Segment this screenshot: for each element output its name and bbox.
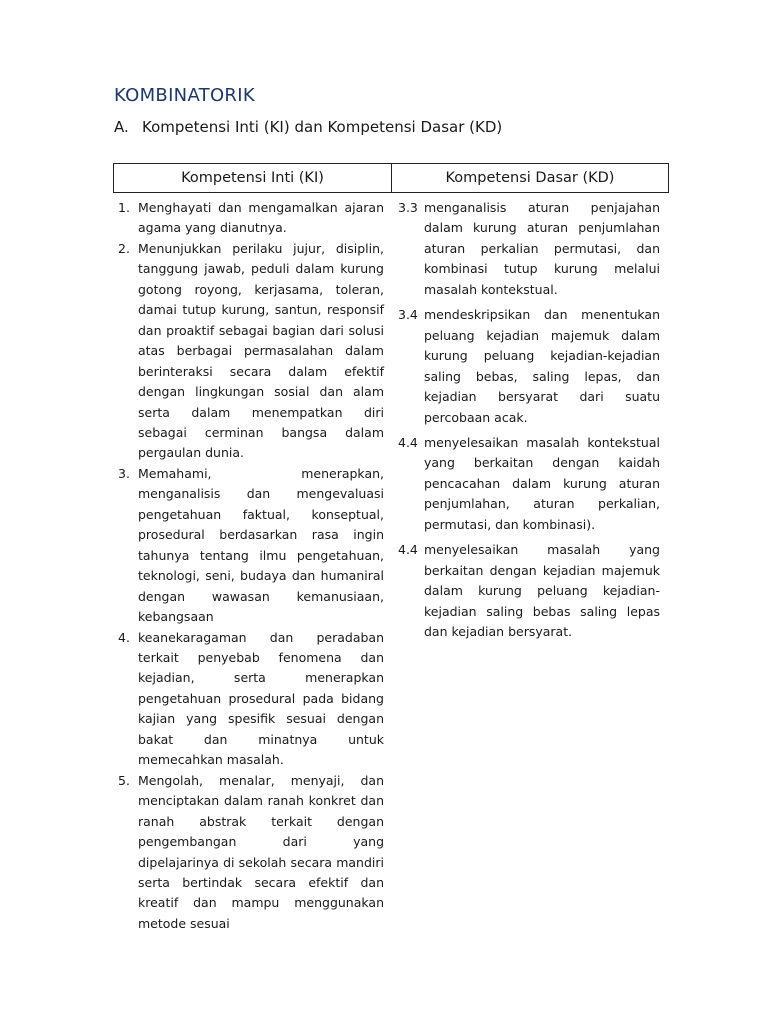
ki-item — [118, 628, 384, 771]
kd-item-text: menyelesaikan masalah yang berkaitan dengan kejadian majemuk dalam kurung peluang kejadian-kejadian saling bebas saling lepas dan kejadian bersyarat. — [424, 542, 660, 640]
kd-item-number: 4.4 — [398, 434, 418, 450]
ki-item-text: Menghayati dan mengamalkan ajaran agama yang dianutnya. — [138, 200, 384, 236]
kd-item-text: mendeskripsikan dan menentukan peluang kejadian majemuk dalam kurung peluang kejadian-kejadian saling bebas, saling lepas, dan kejadian bersyarat dari suatu percobaan acak. — [424, 307, 660, 425]
ki-item — [118, 239, 384, 464]
kd-item-number: 3.3 — [398, 200, 418, 215]
kd-item-number: 4.4 — [398, 542, 418, 558]
kd-item — [398, 305, 660, 428]
kd-item-text: menyelesaikan masalah kontekstual yang berkaitan dengan kaidah pencacahan dalam kurung aturan penjumlahan, aturan perkalian, permutasi, dan kombinasi). — [424, 434, 660, 532]
ki-item-text: Memahami, menerapkan, menganalisis dan mengevaluasi pengetahuan faktual, konseptual, prosedural berdasarkan rasa ingin tahunya tentang ilmu pengetahuan, teknologi, seni, budaya dan humaniral dengan wawasan kemanusiaan, kebangsaan — [138, 465, 384, 625]
ki-item-text: keanekaragaman dan peradaban terkait penyebab fenomena dan kejadian, serta menerapkan pengetahuan prosedural pada bidang kajian yang spesifik sesuai dengan bakat dan minatnya untuk memecahkan masalah. — [138, 629, 384, 768]
ki-kd-table — [113, 163, 669, 193]
ki-item-text: Mengolah, menalar, menyaji, dan menciptakan dalam ranah konkret dan ranah abstrak terkait dengan pengembangan dari yang dipelajarinya di sekolah secara mandiri serta bertindak secara efektif dan kreatif dan mampu menggunakan metode sesuai — [138, 772, 384, 931]
header-kd: Kompetensi Dasar (KD) — [392, 164, 669, 193]
ki-item-number: 5. — [118, 772, 130, 788]
ki-item-number: 2. — [118, 240, 130, 256]
section-heading-text: Kompetensi Inti (KI) dan Kompetensi Dasar (KD) — [142, 118, 503, 136]
kd-item — [398, 433, 660, 535]
ki-list — [118, 198, 384, 934]
section-letter: A. — [114, 118, 129, 136]
header-ki: Kompetensi Inti (KI) — [114, 164, 392, 193]
ki-item — [118, 464, 384, 628]
kd-list — [398, 198, 660, 648]
kd-item — [398, 198, 660, 300]
document-title: KOMBINATORIK — [114, 85, 255, 106]
table-header-row — [114, 164, 669, 193]
ki-item-number: 1. — [118, 200, 130, 215]
kd-item — [398, 540, 660, 642]
ki-item — [118, 198, 384, 239]
section-heading — [114, 118, 502, 136]
kd-item-text: menganalisis aturan penjajahan dalam kurung aturan penjumlahan aturan perkalian permutasi, dan kombinasi tutup kurung melalui masalah kontekstual. — [424, 200, 660, 297]
ki-item-text: Menunjukkan perilaku jujur, disiplin, tanggung jawab, peduli dalam kurung gotong royong, kerjasama, toleran, damai tutup kurung, santun, responsif dan proaktif sebagai bagian dari solusi atas berbagai permasalahan dalam berinteraksi secara dalam efektif dengan lingkungan sosial dan alam serta dalam menempatkan diri sebagai cerminan bangsa dalam pergaulan dunia. — [138, 240, 384, 461]
kd-item-number: 3.4 — [398, 307, 418, 323]
ki-item — [118, 771, 384, 935]
ki-item-number: 3. — [118, 465, 130, 481]
ki-item-number: 4. — [118, 629, 130, 645]
